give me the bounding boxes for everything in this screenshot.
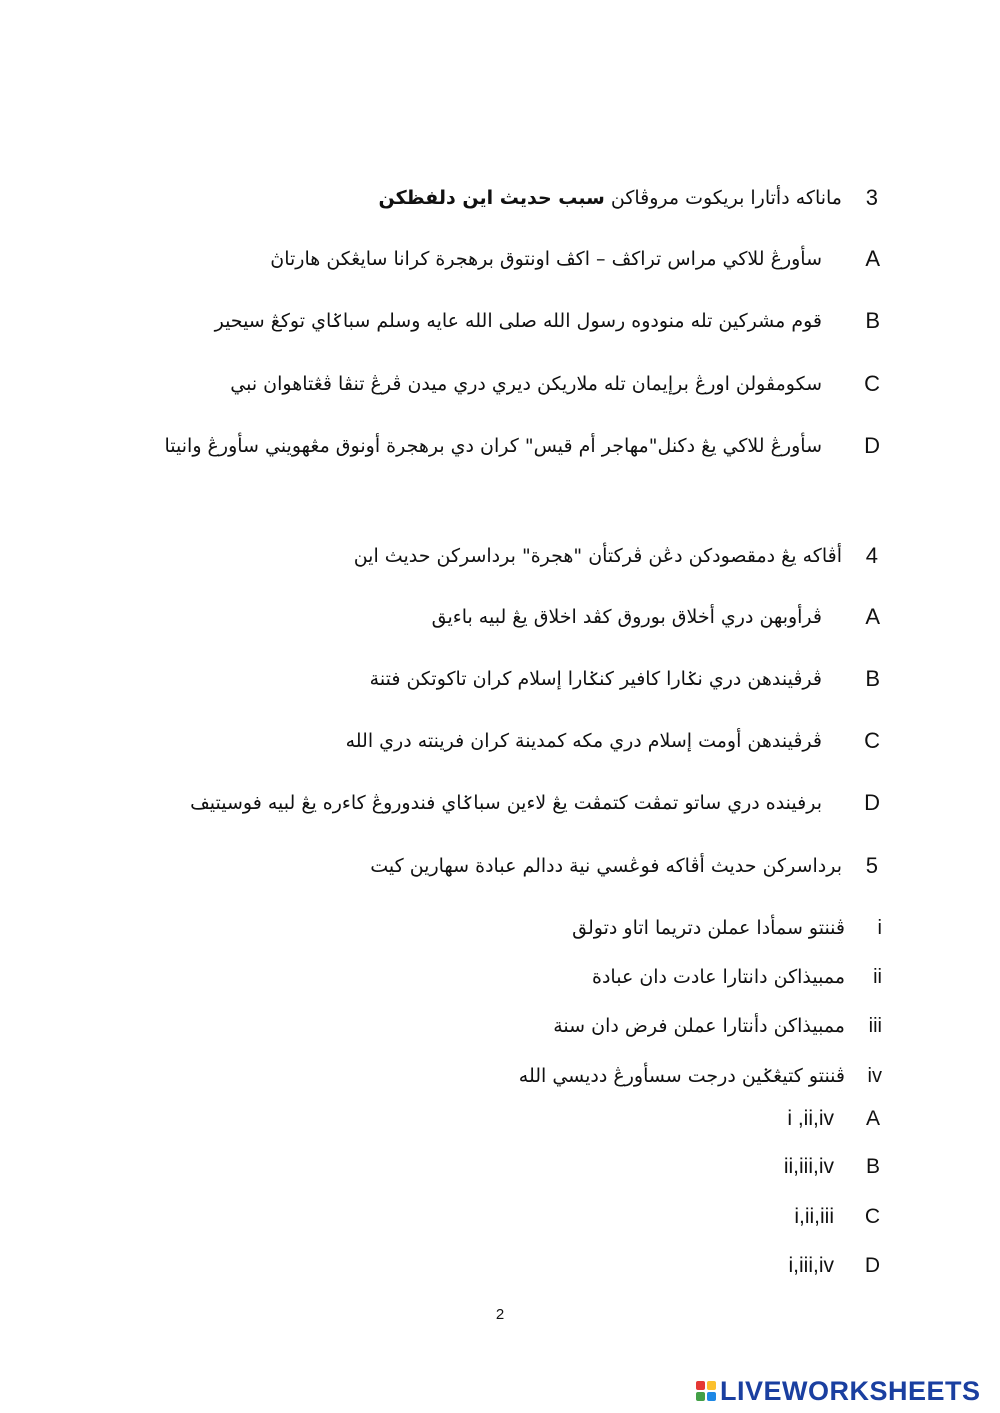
option-text: ڤرأوبهن دري أخلاق بوروق كڤد اخلاق يڠ لبيه باءيق xyxy=(431,606,822,628)
question-5-answer-b[interactable] xyxy=(0,1147,1000,1187)
option-text: سكومڤولن اورڠ برإيمان تله ملاريكن ديري دري ميدن ڤرڠ تنڤا ڤڠتاهوان نبي xyxy=(230,373,822,395)
logo-square-yellow xyxy=(707,1381,716,1390)
question-3-option-c[interactable] xyxy=(0,364,1000,404)
logo-square-blue xyxy=(707,1392,716,1401)
item-label: iv xyxy=(867,1065,882,1087)
question-5-item-iii xyxy=(0,1006,1000,1046)
page-number: 2 xyxy=(495,1306,505,1323)
item-text: ممبيذاكن دأنتارا عملن فرض دان سنة xyxy=(553,1015,845,1037)
question-4-stem xyxy=(0,536,1000,576)
option-label: A xyxy=(865,246,880,271)
option-text: ڤرڤيندهن أومت إسلام دري مكه كمدينة كران فرينته دري الله xyxy=(345,730,822,752)
question-text-bold: سبب حديث اين دلفظكن xyxy=(378,187,605,209)
option-text: قوم مشركين تله منودوه رسول الله صلى الله عايه وسلم سباݢاي توكڠ سيحير xyxy=(214,310,822,332)
answer-label: A xyxy=(865,1107,880,1130)
question-5-stem xyxy=(0,846,1000,886)
option-label: A xyxy=(865,604,880,629)
question-3-option-a[interactable] xyxy=(0,239,1000,279)
logo-square-red xyxy=(696,1381,705,1390)
question-text: أڤاكه يڠ دمقصودكن دڠن ڤركتأن "هجرة" برداسركن حديث اين xyxy=(353,545,842,567)
question-5-item-ii xyxy=(0,957,1000,997)
item-label: iii xyxy=(868,1015,882,1037)
option-label: B xyxy=(865,308,880,333)
question-text xyxy=(379,178,842,218)
question-text-plain: ماناكه دأتارا بريكوت مروڤاكن xyxy=(604,187,842,209)
option-label: B xyxy=(865,666,880,691)
answer-label: B xyxy=(865,1155,880,1178)
answer-label: D xyxy=(864,1254,880,1277)
answer-text: ii,iii,iv xyxy=(783,1155,834,1178)
option-label: C xyxy=(864,728,880,753)
answer-text: i,ii,iii xyxy=(794,1205,834,1228)
option-label: C xyxy=(864,371,880,396)
question-number: 3 xyxy=(865,185,878,210)
answer-text: i ,ii,iv xyxy=(787,1107,834,1130)
question-5-item-iv xyxy=(0,1056,1000,1096)
item-label: ii xyxy=(873,966,882,988)
liveworksheets-brand[interactable] xyxy=(696,1376,981,1406)
item-text: ڤننتو سمأدا عملن دتريما اتاو دتولق xyxy=(572,917,845,939)
question-4-option-d[interactable] xyxy=(0,783,1000,823)
question-4-option-c[interactable] xyxy=(0,721,1000,761)
question-text: برداسركن حديث أڤاكه فوڠسي نية ددالم عبادة سهارين كيت xyxy=(370,855,842,877)
answer-label: C xyxy=(864,1205,880,1228)
option-text: برفينده دري ساتو تمڤت كتمڤت يڠ لاءين سباݢاي فندوروڠ كاءره يڠ لبيه فوسيتيف xyxy=(190,792,822,814)
question-5-answer-a[interactable] xyxy=(0,1099,1000,1139)
question-5-answer-c[interactable] xyxy=(0,1197,1000,1237)
question-3-option-b[interactable] xyxy=(0,301,1000,341)
logo-square-green xyxy=(696,1392,705,1401)
question-number: 4 xyxy=(865,543,878,568)
option-label: D xyxy=(864,790,880,815)
answer-text: i,iii,iv xyxy=(788,1254,834,1277)
item-label: i xyxy=(877,917,882,939)
question-number: 5 xyxy=(865,853,878,878)
brand-name: LIVEWORKSHEETS xyxy=(720,1375,981,1406)
question-3-stem xyxy=(0,178,1000,218)
option-label: D xyxy=(864,433,880,458)
option-text: ڤرڤيندهن دري نݢارا كافير كنݢارا إسلام كران تاكوتكن فتنة xyxy=(369,668,822,690)
question-5-item-i xyxy=(0,908,1000,948)
question-5-answer-d[interactable] xyxy=(0,1246,1000,1286)
liveworksheets-logo-icon xyxy=(696,1381,716,1401)
option-text: سأورڠ للاكي مراس تراكڤ – اكڤ اونتوق برهجرة كرانا سايڠكن هارتاڽ xyxy=(270,248,822,270)
item-text: ڤننتو كتيڠݢين درجت سسأورڠ ددیسي الله xyxy=(518,1065,845,1087)
item-text: ممبيذاكن دانتارا عادت دان عبادة xyxy=(592,966,845,988)
option-text: سأورڠ للاكي يڠ دكنل"مهاجر أم قيس" كران دي برهجرة أونوق مڠهويني سأورڠ وانيتا xyxy=(164,435,822,457)
question-4-option-b[interactable] xyxy=(0,659,1000,699)
question-4-option-a[interactable] xyxy=(0,597,1000,637)
question-3-option-d[interactable] xyxy=(0,426,1000,466)
